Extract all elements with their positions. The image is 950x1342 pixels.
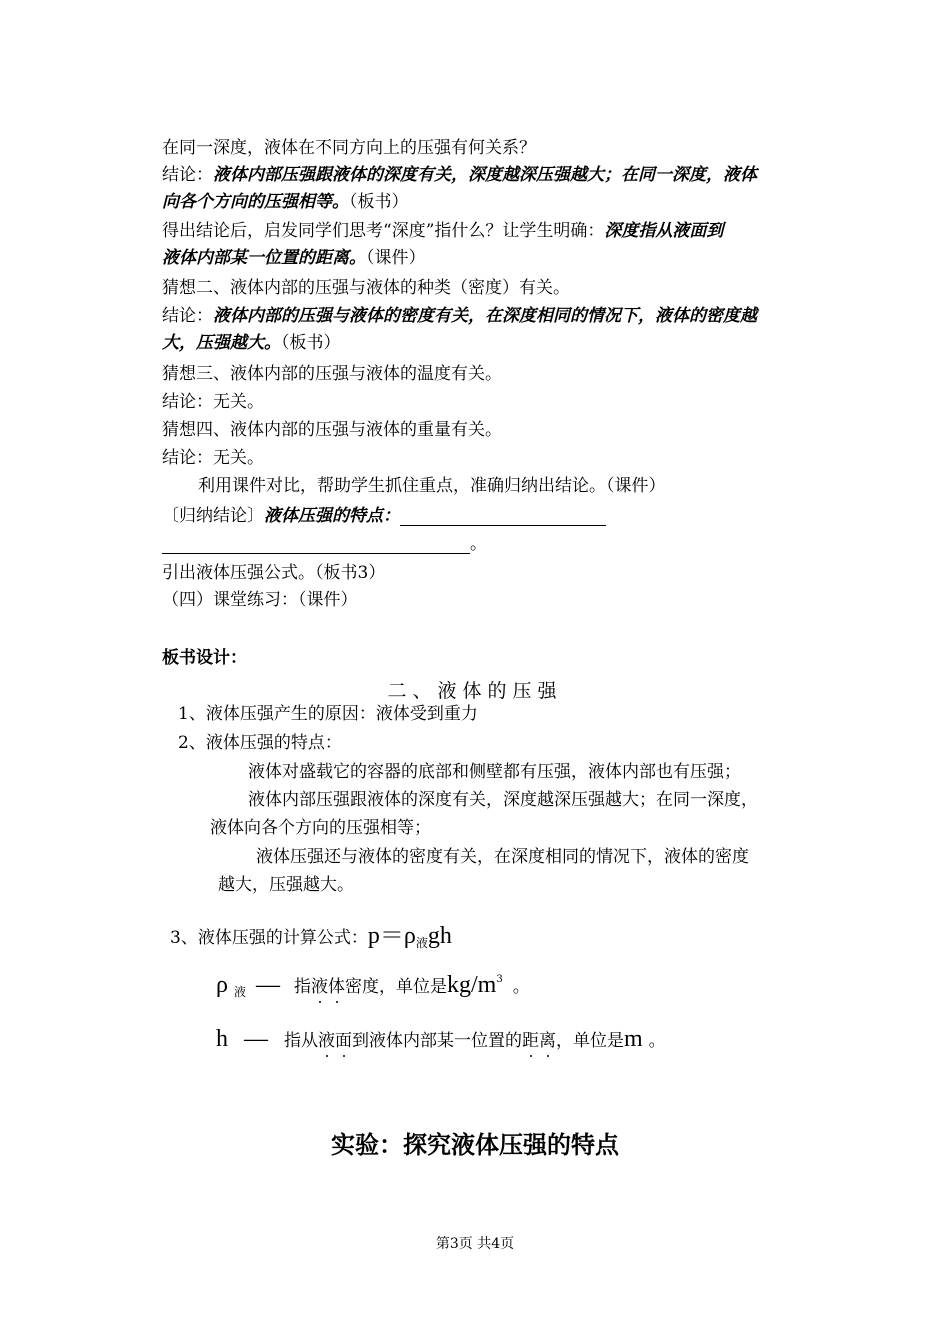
dash: — <box>256 972 280 998</box>
courseware-paragraph: 利用课件对比，帮助学生抓住重点，准确归纳出结论。（课件） <box>198 476 666 496</box>
emphasis-char: 离 <box>539 1031 556 1051</box>
board-sub-1: 液体对盛载它的容器的底部和侧壁都有压强，液体内部也有压强； <box>248 762 741 782</box>
courseware-note: （课件） <box>366 248 426 268</box>
hypothesis-3: 猜想三、液体内部的压强与液体的温度有关。 <box>162 364 502 384</box>
summary-line-2 <box>162 534 487 554</box>
rho-text: 指 <box>294 977 311 997</box>
conclusion-4: 结论：无关。 <box>162 448 264 468</box>
h-symbol: h <box>216 1026 228 1052</box>
conclusion-label: 结论： <box>162 306 213 326</box>
board-sub-3-line-2: 越大，压强越大。 <box>218 875 354 895</box>
h-text: 指从 <box>284 1031 318 1051</box>
board-note: （板书） <box>281 333 341 353</box>
rho-end: 。 <box>512 977 530 997</box>
pressure-formula-line <box>170 915 452 950</box>
depth-definition-cont: 液体内部某一位置的距离。 <box>162 248 366 268</box>
board-note: （板书） <box>349 192 409 212</box>
hypothesis-4: 猜想四、液体内部的压强与液体的重量有关。 <box>162 420 502 440</box>
summary-bold: 液体压强的特点： <box>264 506 400 526</box>
board-item-1: 1、液体压强产生的原因：液体受到重力 <box>178 704 478 724</box>
summary-blank-2[interactable] <box>162 535 470 554</box>
depth-text: 得出结论后，启发同学们思考“深度”指什么？让学生明确： <box>162 221 605 241</box>
emphasis-char: 距 <box>522 1031 539 1051</box>
board-sub-3-line-1: 液体压强还与液体的密度有关，在深度相同的情况下，液体的密度 <box>256 847 749 867</box>
conclusion-1-line-1 <box>162 165 757 185</box>
hypothesis-2: 猜想二、液体内部的压强与液体的种类（密度）有关。 <box>162 278 570 298</box>
summary-blank-1[interactable] <box>400 507 606 526</box>
board-title: 二、液体的压强 <box>387 680 563 702</box>
formula-gh: gh <box>427 923 452 949</box>
conclusion-1-bold: 液体内部压强跟液体的深度有关，深度越深压强越大；在同一深度，液体 <box>213 165 757 185</box>
conclusion-3: 结论：无关。 <box>162 392 264 412</box>
emphasis-char: 面 <box>335 1031 352 1051</box>
dash: — <box>244 1026 268 1052</box>
summary-end: 。 <box>470 534 487 554</box>
conclusion-2-bold-cont: 大，压强越大。 <box>162 333 281 353</box>
h-definition-line <box>216 1026 666 1053</box>
unit-superscript: 3 <box>496 974 503 985</box>
emphasis-char: 液 <box>311 977 328 997</box>
rho-text: 密度，单位是 <box>345 977 447 997</box>
h-text: 到液体内部某一位置的 <box>352 1031 522 1051</box>
formula-p-rho: p＝ρ <box>367 923 416 949</box>
depth-paragraph-line-2 <box>162 248 426 268</box>
emphasis-char: 液 <box>318 1031 335 1051</box>
formula-subscript: 液 <box>415 936 428 950</box>
h-end: 。 <box>648 1031 666 1051</box>
experiment-title: 实验：探究液体压强的特点 <box>331 1131 619 1159</box>
conclusion-1-bold-cont: 向各个方向的压强相等。 <box>162 192 349 212</box>
formula-label: 3、液体压强的计算公式： <box>170 928 368 948</box>
page-footer: 第3页 共4页 <box>435 1236 515 1252</box>
depth-definition: 深度指从液面到 <box>604 221 724 241</box>
conclusion-label: 结论： <box>162 165 213 185</box>
density-unit: kg/m <box>447 972 497 998</box>
emphasis-char: 体 <box>328 977 345 997</box>
summary-line <box>162 506 606 526</box>
board-sub-2-line-2: 液体向各个方向的压强相等； <box>210 818 431 838</box>
rho-definition-line <box>216 972 530 999</box>
conclusion-2-line-2 <box>162 333 341 353</box>
board-item-2: 2、液体压强的特点： <box>178 733 342 753</box>
rho-subscript: 液 <box>233 985 246 999</box>
h-text: ，单位是 <box>556 1031 624 1051</box>
conclusion-2-bold: 液体内部的压强与液体的密度有关，在深度相同的情况下，液体的密度越 <box>213 306 757 326</box>
conclusion-1-line-2 <box>162 192 409 212</box>
summary-label: 〔归纳结论〕 <box>162 506 264 526</box>
conclusion-2-line-1 <box>162 306 757 326</box>
formula-intro: 引出液体压强公式。（板书3） <box>162 563 386 583</box>
depth-paragraph-line-1 <box>162 221 723 241</box>
rho-symbol: ρ <box>216 972 228 998</box>
board-design-heading: 板书设计： <box>162 648 247 668</box>
paragraph-question: 在同一深度，液体在不同方向上的压强有何关系？ <box>162 138 536 158</box>
board-sub-2-line-1: 液体内部压强跟液体的深度有关，深度越深压强越大；在同一深度， <box>248 790 758 810</box>
length-unit: m <box>624 1026 643 1052</box>
classroom-practice: （四）课堂练习：（课件） <box>162 590 358 610</box>
